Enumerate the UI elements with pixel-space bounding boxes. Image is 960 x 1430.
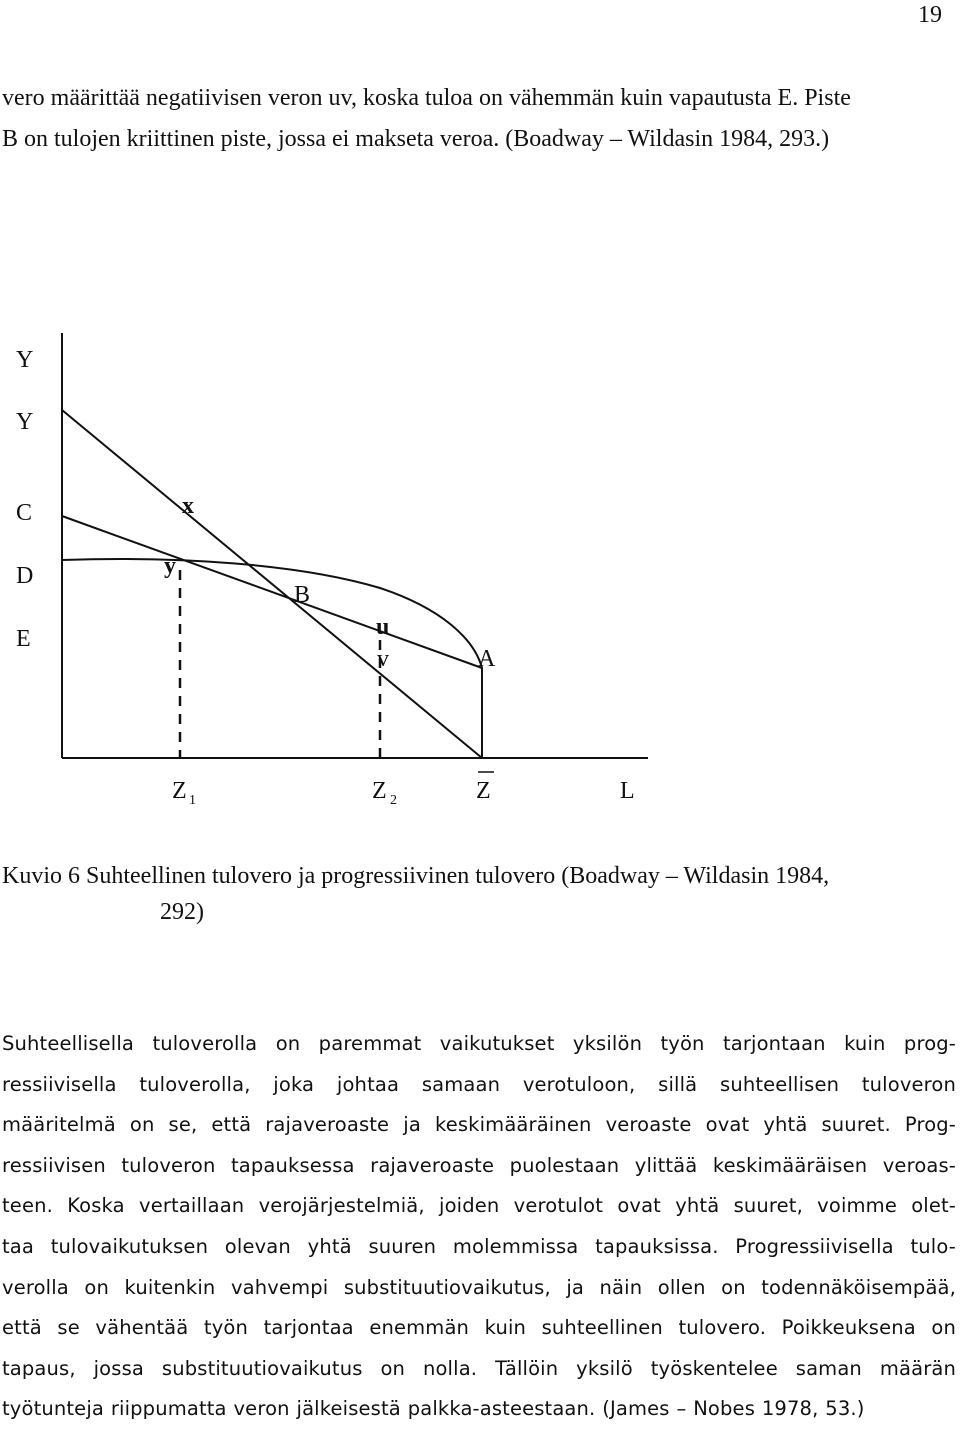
body-line: Suhteellisella tuloverolla on paremmat vaikutukset yksilön työn tarjontaan kuin prog- bbox=[2, 1032, 956, 1055]
body-line: että se vähentää työn tarjontaa enemmän kuin suhteellinen tulovero. Poikkeuksena on bbox=[2, 1316, 956, 1340]
flat-budget-line bbox=[62, 516, 482, 668]
caption-line-1: Kuvio 6 Suhteellinen tulovero ja progressiivinen tulovero (Boadway – Wildasin 1984, bbox=[2, 863, 830, 889]
point-v-label: v bbox=[377, 646, 389, 672]
e-label: E bbox=[16, 626, 31, 652]
z2-subscript: 2 bbox=[390, 793, 397, 808]
zbar-label: Z bbox=[476, 778, 491, 804]
page-number: 19 bbox=[918, 2, 942, 28]
body-line: teen. Koska vertaillaan verojärjestelmiä, joiden verotulot ovat yhtä suuret, voimme olet- bbox=[2, 1194, 956, 1218]
body-line: tapaus, jossa substituutiovaikutus on nolla. Tällöin yksilö työskentelee saman määrän bbox=[2, 1356, 956, 1380]
point-y-label: y bbox=[164, 553, 176, 579]
c-label: C bbox=[16, 500, 33, 526]
diagram-svg bbox=[0, 320, 960, 820]
point-b-label: B bbox=[294, 582, 311, 608]
body-line: ressiivisen tuloveron tapauksessa rajaveroaste puolestaan ylittää keskimääräisen veroas- bbox=[2, 1153, 956, 1177]
figure-caption bbox=[2, 858, 952, 930]
l-label: L bbox=[620, 778, 635, 804]
y-label-1: Y bbox=[16, 347, 34, 373]
body-line: taa tulovaikutuksen olevan yhtä suuren molemmissa tapauksissa. Progressiivisella tulo- bbox=[2, 1234, 956, 1258]
concave-curve bbox=[62, 559, 482, 758]
body-line: verolla on kuitenkin vahvempi substituutiovaikutus, ja näin ollen on todennäköisempää, bbox=[2, 1275, 956, 1299]
z1-subscript: 1 bbox=[189, 793, 196, 808]
steep-budget-line bbox=[62, 410, 482, 758]
point-a-label: A bbox=[478, 646, 496, 672]
point-x-label: x bbox=[182, 493, 194, 519]
body-line: ressiivisella tuloverolla, joka johtaa samaan verotuloon, sillä suhteellisen tuloveron bbox=[2, 1072, 956, 1096]
y-label-2: Y bbox=[16, 409, 34, 435]
point-u-label: u bbox=[376, 614, 390, 640]
d-label: D bbox=[16, 563, 34, 589]
z1-label: Z bbox=[172, 778, 187, 804]
intro-line: B on tulojen kriittinen piste, jossa ei makseta veroa. (Boadway – Wildasin 1984, 293.) bbox=[2, 126, 830, 152]
intro-paragraph bbox=[2, 78, 952, 160]
intro-line: vero määrittää negatiivisen veron uv, koska tuloa on vähemmän kuin vapautusta E. Piste bbox=[2, 85, 851, 111]
caption-line-2: 292) bbox=[160, 899, 204, 925]
body-paragraph bbox=[2, 1024, 956, 1430]
body-line: työtunteja riippumatta veron jälkeisestä palkka-asteestaan. (James – Nobes 1978, 53.) bbox=[2, 1397, 865, 1421]
z2-label: Z bbox=[372, 778, 387, 804]
body-line: määritelmä on se, että rajaveroaste ja keskimääräinen veroaste ovat yhtä suuret. Prog- bbox=[2, 1113, 956, 1137]
figure-6-diagram bbox=[0, 320, 960, 820]
